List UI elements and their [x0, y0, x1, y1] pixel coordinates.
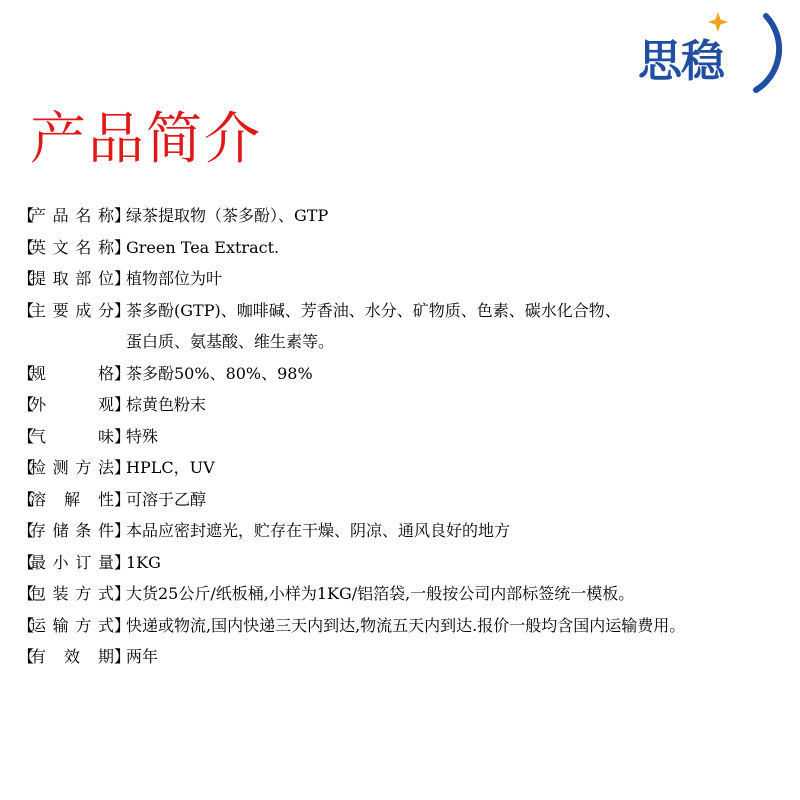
spec-label-text: 包 装 方 式	[30, 584, 114, 603]
star-icon	[708, 12, 728, 32]
bracket-open: 【	[18, 206, 35, 225]
spec-value	[126, 547, 798, 579]
spec-label-text: 运 输 方 式	[30, 615, 114, 635]
spec-value-line: 快递或物流,国内快递三天内到达,物流五天内到达.报价一般均含国内运输费用。	[126, 615, 686, 635]
spec-row	[18, 515, 798, 547]
spec-row	[18, 452, 798, 484]
spec-value	[126, 452, 798, 484]
spec-label-text: 检 测 方 法	[30, 458, 114, 477]
spec-label	[18, 452, 131, 484]
spec-label-text: 产 品 名 称	[30, 206, 114, 225]
spec-row	[18, 358, 798, 390]
spec-value	[126, 358, 798, 390]
bracket-close: 】	[114, 237, 131, 257]
spec-label	[18, 232, 131, 264]
bracket-open: 【	[18, 426, 35, 446]
spec-label-text: 外 观	[30, 395, 114, 414]
bracket-open: 【	[18, 584, 35, 603]
spec-value-line: 1KG	[126, 552, 161, 572]
spec-value	[126, 232, 798, 264]
bracket-open: 【	[18, 521, 35, 540]
spec-value	[126, 200, 798, 232]
spec-label	[18, 200, 131, 232]
page-title: 产品简介	[30, 107, 262, 172]
bracket-close: 】	[114, 269, 131, 288]
spec-value-line: 茶多酚50%、80%、98%	[126, 363, 313, 383]
spec-label-text: 主 要 成 分	[30, 300, 114, 320]
bracket-close: 】	[114, 489, 131, 509]
spec-value	[126, 263, 798, 295]
spec-label-text: 最 小 订 量	[30, 552, 114, 572]
spec-row	[18, 610, 798, 642]
spec-label-text: 规 格	[30, 363, 114, 383]
spec-value	[126, 389, 798, 421]
spec-value-line: 植物部位为叶	[126, 269, 223, 288]
bracket-close: 】	[114, 584, 131, 603]
spec-label-text: 提 取 部 位	[30, 269, 114, 288]
spec-value-line: 茶多酚(GTP)、咖啡碱、芳香油、水分、矿物质、色素、碳水化合物、	[126, 300, 621, 320]
spec-row	[18, 547, 798, 579]
bracket-close: 】	[114, 363, 131, 383]
bracket-open: 【	[18, 552, 35, 572]
spec-label-text: 英 文 名 称	[30, 237, 114, 257]
bracket-open: 【	[18, 489, 35, 509]
spec-label-text: 溶 解 性	[30, 489, 114, 509]
spec-row	[18, 295, 798, 358]
spec-label	[18, 389, 131, 421]
spec-row	[18, 232, 798, 264]
spec-label	[18, 641, 131, 673]
spec-row	[18, 578, 798, 610]
spec-value	[126, 484, 798, 516]
bracket-open: 【	[18, 458, 35, 477]
spec-label	[18, 263, 131, 295]
spec-list	[18, 200, 798, 673]
spec-label	[18, 421, 131, 453]
bracket-open: 【	[18, 395, 35, 414]
bracket-close: 】	[114, 552, 131, 572]
bracket-close: 】	[114, 300, 131, 320]
spec-value-line: 蛋白质、氨基酸、维生素等。	[126, 332, 335, 351]
bracket-close: 】	[114, 458, 131, 477]
spec-value-line: 棕黄色粉末	[126, 395, 207, 414]
spec-value-line: 大货25公斤/纸板桶,小样为1KG/铝箔袋,一般按公司内部标签统一模板。	[126, 584, 635, 603]
spec-value	[126, 295, 798, 358]
spec-value-line: Green Tea Extract.	[126, 237, 280, 257]
spec-value	[126, 578, 798, 610]
logo-text: 思稳	[638, 36, 724, 87]
spec-value	[126, 610, 798, 642]
spec-label	[18, 295, 131, 327]
spec-row	[18, 421, 798, 453]
bracket-open: 【	[18, 615, 35, 635]
spec-label-text: 气 味	[30, 426, 114, 446]
bracket-open: 【	[18, 269, 35, 288]
spec-row	[18, 263, 798, 295]
spec-value-line: 两年	[126, 647, 159, 666]
spec-label	[18, 515, 131, 547]
spec-value	[126, 515, 798, 547]
bracket-open: 【	[18, 647, 35, 666]
bracket-close: 】	[114, 647, 131, 666]
spec-label	[18, 610, 131, 642]
spec-label	[18, 578, 131, 610]
spec-value-line: HPLC，UV	[126, 458, 215, 477]
bracket-open: 【	[18, 300, 35, 320]
spec-row	[18, 389, 798, 421]
bracket-close: 】	[114, 426, 131, 446]
spec-row	[18, 200, 798, 232]
spec-value	[126, 421, 798, 453]
bracket-close: 】	[114, 206, 131, 225]
spec-label	[18, 484, 131, 516]
spec-label-text: 有 效 期	[30, 647, 114, 666]
spec-value-line: 可溶于乙醇	[126, 489, 207, 509]
spec-value-line: 本品应密封遮光，贮存在干燥、阴凉、通风良好的地方	[126, 521, 511, 540]
bracket-close: 】	[114, 395, 131, 414]
spec-label	[18, 547, 131, 579]
spec-row	[18, 484, 798, 516]
spec-label	[18, 358, 131, 390]
spec-value-line: 绿茶提取物（茶多酚）、GTP	[126, 206, 329, 225]
brand-logo	[628, 6, 784, 102]
spec-value-line: 特殊	[126, 426, 159, 446]
bracket-open: 【	[18, 363, 35, 383]
spec-label-text: 存 储 条 件	[30, 521, 114, 540]
bracket-open: 【	[18, 237, 35, 257]
spec-value	[126, 641, 798, 673]
spec-row	[18, 641, 798, 673]
bracket-close: 】	[114, 521, 131, 540]
bracket-close: 】	[114, 615, 131, 635]
